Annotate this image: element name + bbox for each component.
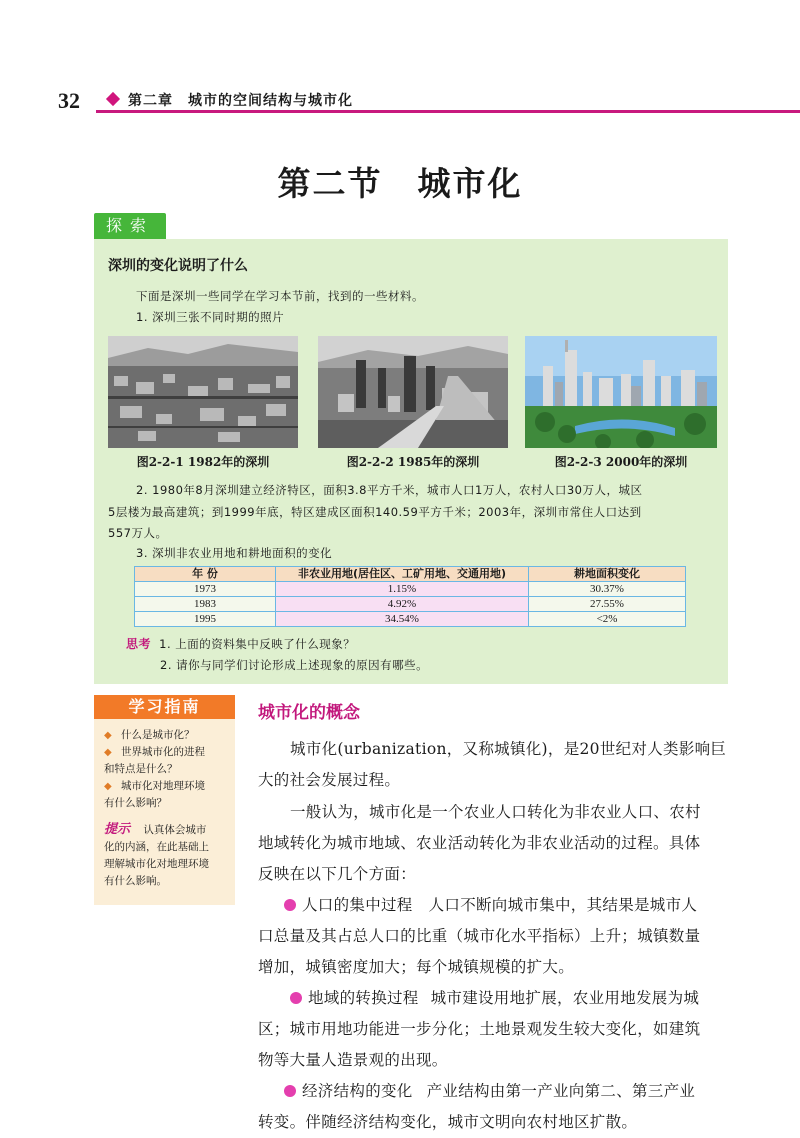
table-cell-year: 1995 — [135, 612, 276, 627]
paragraph-1: 城市化(urbanization，又称城镇化)，是20世纪对人类影响巨 大的社会发展过程。 — [258, 740, 727, 789]
header-diamond-icon — [106, 92, 120, 106]
bullet-population: 人口的集中过程 人口不断向城市集中，其结果是城市人 口总量及其占总人口的比重（城市化水平指标）上升；城镇数量 增加，城镇密度加大；每个城镇规模的扩大。 — [258, 896, 701, 976]
photo-1982-shenzhen — [108, 336, 298, 448]
caption-photo-3: 图2-2-3 2000年的深圳 — [554, 455, 688, 469]
bullet-dot-icon — [290, 992, 302, 1004]
table-cell-year: 1973 — [135, 582, 276, 597]
diamond-bullet-icon: ◆ — [104, 730, 112, 741]
table-cell-farmland: 30.37% — [529, 582, 686, 597]
bullet-dot-icon — [284, 899, 296, 911]
table-cell-nonfarm: 4.92% — [276, 597, 529, 612]
page-number: 32 — [58, 88, 80, 113]
explore-item-2-line-1: 2. 1980年8月深圳建立经济特区，面积3.8平方千米，城市人口1万人，农村人口30万人，城区 — [136, 483, 643, 497]
paragraph-2: 一般认为，城市化是一个农业人口转化为非农业人口、农村 地域转化为城市地域、农业活动转化为非农业活动的过程。具体 反映在以下几个方面： — [258, 803, 701, 883]
explore-item-3: 3. 深圳非农业用地和耕地面积的变化 — [136, 546, 333, 560]
guide-item-3: ◆ 城市化对地理环境 有什么影响？ — [104, 780, 206, 809]
subsection-title: 城市化的概念 — [258, 703, 360, 723]
explore-heading: 深圳的变化说明了什么 — [108, 258, 248, 274]
table-header-row — [135, 567, 686, 582]
table-cell-nonfarm: 34.54% — [276, 612, 529, 627]
table-cell-nonfarm: 1.15% — [276, 582, 529, 597]
section-title: 第二节 城市化 — [277, 164, 523, 203]
photo-1985-shenzhen — [318, 336, 508, 448]
bullet-region: 地域的转换过程 城市建设用地扩展，农业用地发展为城 区；城市用地功能进一步分化；土地景观发生较大变化，如建筑 物等大量人造景观的出现。 — [258, 989, 701, 1069]
bullet-economy: 经济结构的变化 产业结构由第一产业向第二、第三产业 转变。伴随经济结构变化，城市文明向农村地区扩散。 — [258, 1082, 696, 1131]
table-header-nonfarm: 非农业用地(居住区、工矿用地、交通用地) — [276, 567, 529, 582]
header-rule — [96, 110, 800, 113]
study-guide-title: 学习指南 — [94, 695, 235, 719]
photo-2000-shenzhen — [525, 336, 717, 448]
table-header-farmland: 耕地面积变化 — [529, 567, 686, 582]
tip-label: 提示 — [104, 822, 131, 837]
diamond-bullet-icon: ◆ — [104, 747, 112, 758]
bullet-dot-icon — [284, 1085, 296, 1097]
guide-item-2: ◆ 世界城市化的进程 和特点是什么？ — [104, 746, 206, 775]
explore-item-1: 1. 深圳三张不同时期的照片 — [136, 310, 285, 324]
think-question-1-text: 1. 上面的资料集中反映了什么现象？ — [159, 637, 356, 651]
explore-tab: 探索 — [94, 213, 166, 239]
think-question-2: 2. 请你与同学们讨论形成上述现象的原因有哪些。 — [160, 658, 429, 672]
explore-item-2-line-2: 5层楼为最高建筑；到1999年底，特区建成区面积140.59平方千米；2003年，深圳市常住人口达到 — [108, 505, 642, 519]
caption-photo-1: 图2-2-1 1982年的深圳 — [136, 455, 270, 469]
think-label: 思考 — [126, 637, 152, 651]
table-row — [135, 582, 686, 597]
explore-intro: 下面是深圳一些同学在学习本节前，找到的一些材料。 — [136, 289, 424, 303]
table-header-year: 年 份 — [135, 567, 276, 582]
study-guide-box — [94, 695, 235, 905]
explore-box — [94, 239, 728, 684]
diamond-bullet-icon: ◆ — [104, 781, 112, 792]
think-question-1 — [126, 635, 355, 652]
caption-photo-2: 图2-2-2 1985年的深圳 — [346, 455, 480, 469]
guide-tip: 提示 认真体会城市 化的内涵，在此基础上 理解城市化对地理环境 有什么影响。 — [104, 822, 209, 887]
table-row — [135, 597, 686, 612]
chapter-title: 第二章 城市的空间结构与城市化 — [128, 93, 353, 109]
guide-item-1: ◆ 什么是城市化？ — [104, 729, 195, 741]
table-cell-farmland: <2% — [529, 612, 686, 627]
table-cell-year: 1983 — [135, 597, 276, 612]
table-row — [135, 612, 686, 627]
land-use-table — [134, 566, 686, 627]
explore-item-2-line-3: 557万人。 — [108, 526, 168, 540]
table-cell-farmland: 27.55% — [529, 597, 686, 612]
